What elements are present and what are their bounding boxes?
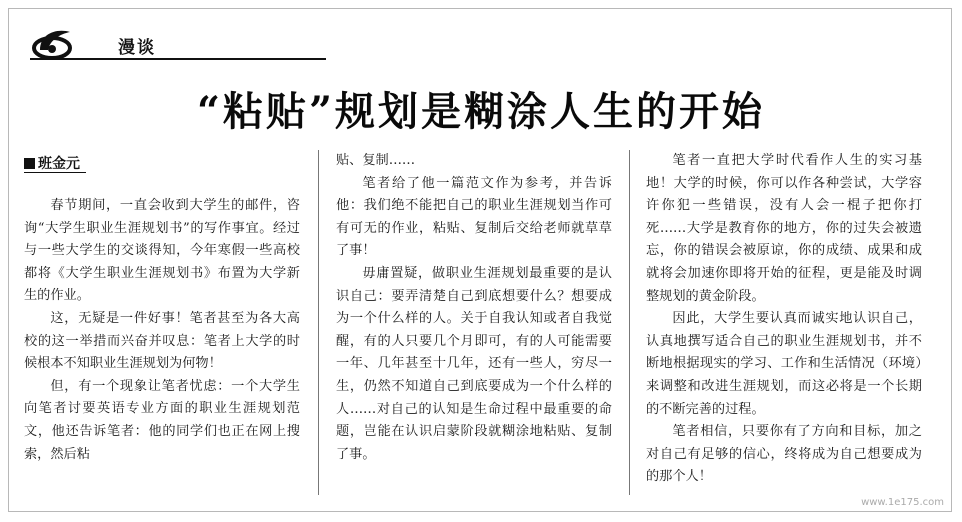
column-logo-icon xyxy=(30,24,76,62)
article-column-2 xyxy=(336,150,612,466)
column-tag: 漫谈 xyxy=(118,38,156,58)
paragraph: 这，无疑是一件好事！笔者甚至为各大高校的这一举措而兴奋并叹息：笔者上大学的时候根本不知职业生涯规划为何物！ xyxy=(24,310,300,372)
column-divider xyxy=(318,150,319,495)
watermark: www.1e175.com xyxy=(861,497,944,508)
paragraph: 笔者给了他一篇范文作为参考，并告诉他：我们绝不能把自己的职业生涯规划当作可有可无的作业，粘贴、复制后交给老师就草草了事！ xyxy=(336,175,612,259)
byline xyxy=(24,153,80,173)
byline-rule xyxy=(24,172,86,173)
paragraph: 毋庸置疑，做职业生涯规划最重要的是认识自己：要弄清楚自己到底想要什么？想要成为一个什么样的人。关于自我认知或者自我觉醒，有的人只要几个月即可，有的人可能需要一年、几年甚至十几年，还有一些人，穷尽一生，仍然不知道自己到底要成为一个什么样的人……对自己的认知是生命过程中最重要的命题，岂能在认识启蒙阶段就糊涂地粘贴、复制了事。 xyxy=(336,265,612,462)
header-rule xyxy=(30,58,326,60)
byline-square-icon xyxy=(24,158,35,169)
paragraph: 因此，大学生要认真而诚实地认识自己，认真地撰写适合自己的职业生涯规划书，并不断地根据现实的学习、工作和生活情况（环境）来调整和改进生涯规划，而这必将是一个长期的不断完善的过程。 xyxy=(646,311,922,417)
paragraph: 但，有一个现象让笔者忧虑：一个大学生向笔者讨要英语专业方面的职业生涯规划范文，他还告诉笔者：他的同学们也正在网上搜索，然后粘 xyxy=(24,378,300,462)
paragraph: 笔者一直把大学时代看作人生的实习基地！大学的时候，你可以作各种尝试，大学容许你犯一些错误，没有人会一棍子把你打死……大学是教育你的地方，你的过失会被遗忘，你的错误会被原谅，你的成绩、成果和成就将会加速你即将开始的征程，更是能及时调整规划的黄金阶段。 xyxy=(646,153,922,304)
paragraph-continuation: 贴、复制…… xyxy=(336,153,416,168)
article-title: “粘贴”规划是糊涂人生的开始 xyxy=(196,88,765,135)
author-name: 班金元 xyxy=(38,156,80,172)
paragraph: 春节期间，一直会收到大学生的邮件，咨询“大学生职业生涯规划书”的写作事宜。经过与一些大学生的交谈得知，今年寒假一些高校都将《大学生职业生涯规划书》布置为大学新生的作业。 xyxy=(24,198,300,304)
column-divider xyxy=(629,150,630,495)
article-column-3 xyxy=(646,150,922,489)
paragraph: 笔者相信，只要你有了方向和目标，加之对自己有足够的信心，终将成为自己想要成为的那个人！ xyxy=(646,424,922,485)
article-column-1 xyxy=(24,195,300,466)
